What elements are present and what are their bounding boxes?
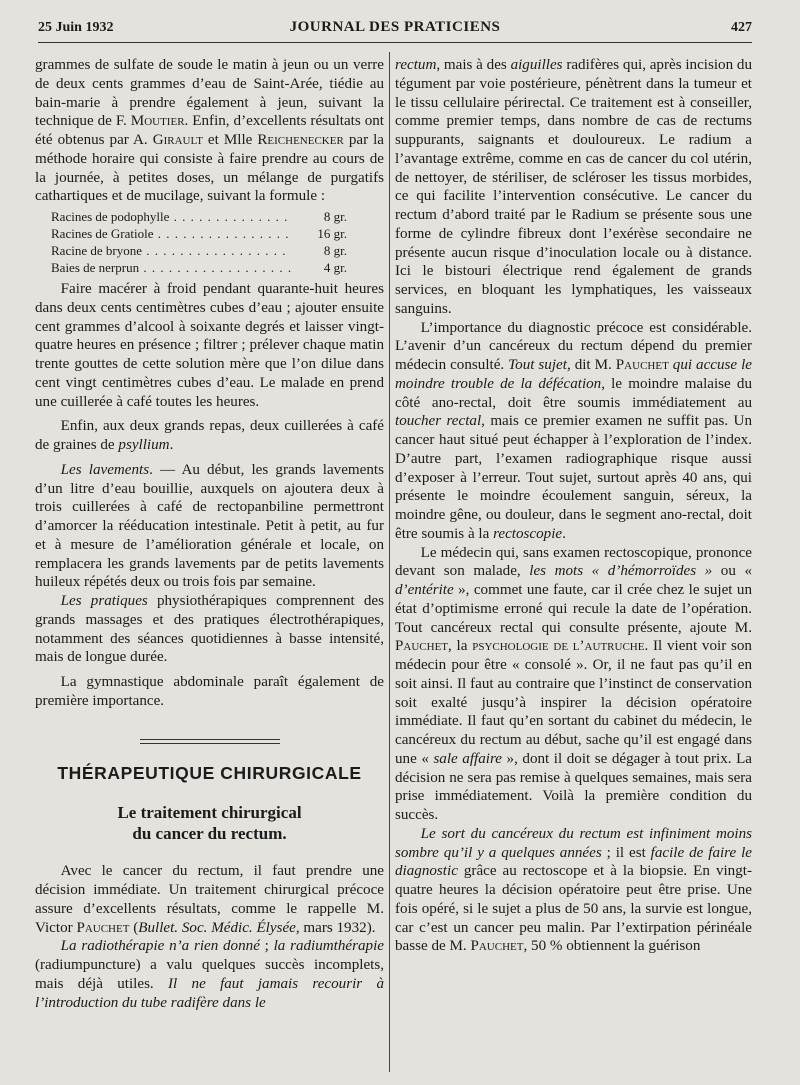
paragraph-radiotherapy: La radiothérapie n’a rien donné ; la radiumthérapie (radiumpuncture) a valu quelques succès incomplets, mais déjà utiles. Il ne faut jamais recourir à l’introduction du tube radifère dans le	[35, 938, 384, 1011]
article-body	[35, 862, 384, 1012]
issue-date: 25 Juin 1932	[38, 20, 114, 35]
page-number: 427	[731, 20, 752, 35]
left-column	[35, 56, 384, 1012]
page-header	[38, 18, 752, 43]
paragraph-gymnastics: La gymnastique abdominale paraît également de première importance.	[35, 674, 384, 709]
formula-item: Racines de podophylle . . . 8 gr.	[51, 208, 347, 225]
article-title: Le traitement chirurgical du cancer du rectum.	[117, 803, 302, 844]
right-column	[395, 56, 752, 956]
paragraph-physiotherapy: Les pratiques physiothérapiques comprennent des grands massages et des pratiques électrothérapiques, notamment des séances quotidiennes à basse intensité, mais de longue durée.	[35, 593, 385, 666]
paragraph-purgatives: grammes de sulfate de soude le matin à jeun ou un verre de deux cents grammes d’eau de Saint-Arée, tiédie au bain-marie à prendre également à jeun, suivant la technique de F. Moutier. Enfin, d’excellents résultats ont été obtenus par A. Girault et Mlle Reichenecker par la méthode horaire qui consiste à faire prendre au cours de la journée, à petites doses, un mélange de purgatifs cathartiques et de mucilage, suivant la formule :	[35, 57, 384, 205]
formula-item: Racine de bryone . . . 8 gr.	[51, 242, 347, 259]
paragraph-lavements: Les lavements. — Au début, les grands lavements d’un litre d’eau bouillie, auxquels on ajoutera deux à trois cuillerées à café de rectopanbiline permettront d’amorcer la rééducation intestinale. Petit à petit, au fur et à mesure de l’amélioration générale et locale, on remplacera les grands lavements par de petits lavements huileux répétés deux ou trois fois par semaine.	[35, 461, 384, 591]
paragraph-diagnosis: L’importance du diagnostic précoce est considérable. L’avenir d’un cancéreux du rectum dépend du premier médecin consulté. Tout sujet, dit M. Pauchet qui accuse le moindre trouble de la défécation, le moindre malaise du côté ano-rectal, doit être soumis immédiatement au toucher rectal, mais ce premier examen ne suffit pas. Un cancer haut situé peut échapper à l’exploration de l’index. D’autre part, l’examen radiographique risque aussi d’exposer à l’erreur. Tout sujet, surtout après 40 ans, qui présente le moindre écoulement sanguin, séreux, la moindre gêne, ou douleur, dans le segment ano-rectal, doit être soumis à la rectoscopie.	[395, 319, 753, 542]
formula-item: Baies de nerprun . . . 4 gr.	[51, 259, 347, 276]
formula-list	[51, 208, 384, 276]
section-divider	[140, 739, 280, 744]
column-divider	[389, 52, 390, 1072]
paragraph-radium: rectum, mais à des aiguilles radifères qui, après incision du tégument par voie postérieure, pénètrent dans la tumeur et le tissu cellulaire périrectal. Ce traitement est à conseiller, comme premier temps, dans nombre de cas de rectums suppurants, saignants et douloureux. Le radium a l’avantage extrême, comme en cas de cancer du col utérin, de nettoyer, de stériliser, de scléroser les tissus morbides, ce qui facilite l’intervention consécutive. Le cancer du rectum d’abord traité par le Radium se présente sous une forme de cylindre fibreux dont l’exérèse secondaire ne présente aucun risque d’inoculation locale ou à distance. Ici le bistouri électrique rend également de grands services, en bloquant les lymphatiques, les vaisseaux sanguins.	[395, 57, 753, 317]
formula-item: Racines de Gratiole . . . 16 gr.	[51, 225, 347, 242]
paragraph-intro: Avec le cancer du rectum, il faut prendre une décision immédiate. Un traitement chirurgical précoce assure d’excellents résultats, comme le rappelle M. Victor Pauchet (Bullet. Soc. Médic. Élysée, mars 1932).	[35, 863, 384, 936]
journal-title: JOURNAL DES PRATICIENS	[289, 19, 501, 35]
paragraph-prognosis: Le sort du cancéreux du rectum est infiniment moins sombre qu’il y a quelques années ; il est facile de faire le diagnostic grâce au rectoscope et à la biopsie. En vingt-quatre heures la décision opératoire peut être prise. Une fois opéré, si le sujet a plus de 50 ans, la survie est longue, car c’est un cancer peu malin. Par l’extirpation périnéale basse de M. Pauchet, 50 % obtiennent la guérison	[395, 825, 752, 955]
section-title: THÉRAPEUTIQUE CHIRURGICALE	[57, 762, 362, 783]
paragraph-physician: Le médecin qui, sans examen rectoscopique, prononce devant son malade, les mots « d’hémorroïdes » ou « d’entérite », commet une faute, car il crée chez le sujet un état d’optimisme erroné qui recule la date de l’opération. Tout cancéreux rectal qui consulte présente, ajoute M. Pauchet, la psychologie de l’autruche. Il vient voir son médecin pour être « consolé ». Or, il ne faut pas qu’il en soit ainsi. Il faut au contraire que l’instinct de conservation soit exalté jusqu’à inspirer la décision opératoire immédiate. Il faut qu’en sortant du cabinet du médecin, le cancéreux du rectum au début, sache qu’il est engagé dans une « sale affaire », dont il doit se dégager à tout prix. La décision ne sera pas remise à quelques semaines, mais sera prise immédiatement. Voilà la première condition du succès.	[395, 544, 753, 823]
paragraph-maceration: Faire macérer à froid pendant quarante-huit heures dans deux cents centimètres cubes d’eau ; ajouter ensuite cent grammes d’alcool à soixante degrés et laisser vingt-quatre heures en présence ; filtrer ; prélever chaque matin trente gouttes de cette solution mère que l’on dilue dans cent vingt centimètres cubes d’eau. Le malade en prend une cuillerée à café toutes les heures.	[35, 281, 384, 410]
paragraph-psyllium: Enfin, aux deux grands repas, deux cuillerées à café de graines de psyllium.	[35, 418, 384, 453]
